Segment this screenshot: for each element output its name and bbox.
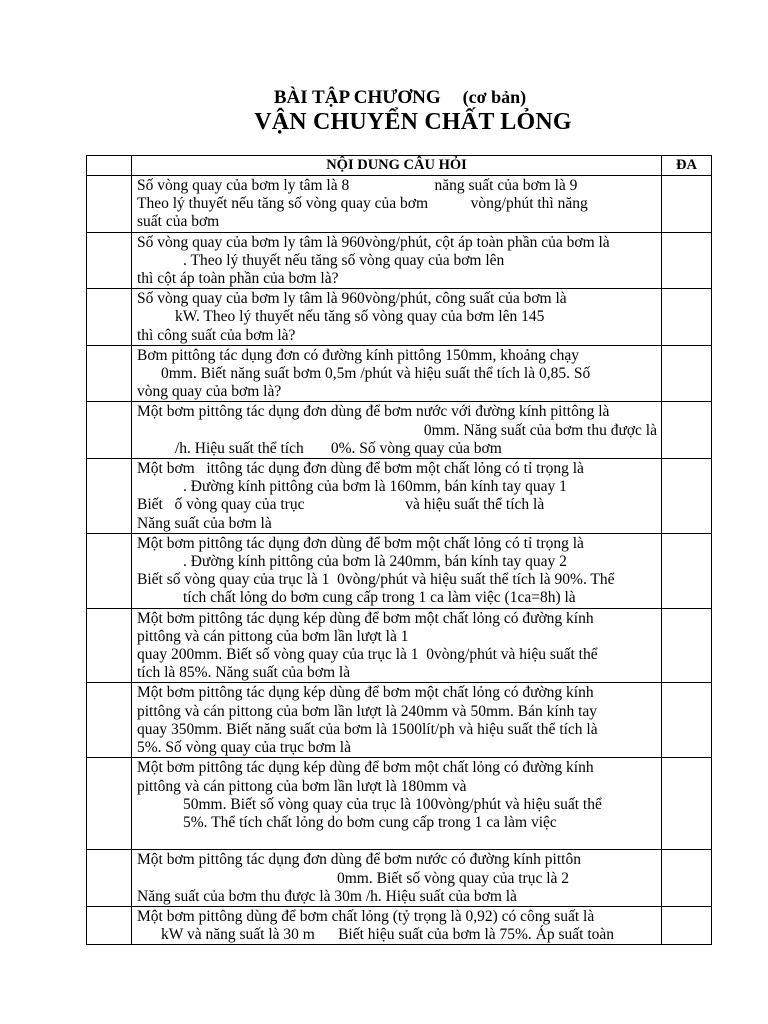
question-line: tích là 85%. Năng suất của bơm là [137,664,351,682]
doc-title-topic: VẬN CHUYỂN CHẤT LỎNG [254,109,572,135]
question-line: Biết ố vòng quay của trục và hiệu suất thể tích là [137,496,545,514]
question-line: Theo lý thuyết nếu tăng số vòng quay của bơm vòng/phút thì năng [137,195,588,213]
question-line: 0mm. Biết số vòng quay của trục là 2 [337,869,570,887]
question-line: Một bơm pittông tác dụng kép dùng để bơm một chất lỏng có đường kính [137,759,594,777]
header-index-cell [87,156,132,176]
question-line: thì công suất của bơm là? [137,326,296,344]
table-row [87,459,712,534]
question-line: . Theo lý thuyết nếu tăng số vòng quay của bơm lên [183,251,505,269]
table-row [87,850,712,907]
answer-cell [662,232,712,289]
question-line: thì cột áp toàn phần của bơm là? [137,270,339,288]
question-line: Số vòng quay của bơm ly tâm là 8 năng suất của bơm là 9 [137,177,578,194]
table-row [87,608,712,683]
question-line: pittông và cán pittong của bơm lần lượt là 1 [137,627,409,645]
index-cell [87,459,132,534]
question-line: Năng suất của bơm là [137,514,272,532]
question-table [86,155,712,945]
question-line: 50mm. Biết số vòng quay của trục là 100vòng/phút và hiệu suất thể [183,795,602,813]
question-line: vòng quay của bơm là? [137,383,282,401]
question-line: kW. Theo lý thuyết nếu tăng số vòng quay của bơm lên 145 [175,308,545,326]
question-line: . Đường kính pittông của bơm là 160mm, bán kính tay quay 1 [183,478,567,496]
question-line: Số vòng quay của bơm ly tâm là 960vòng/phút, cột áp toàn phần của bơm là [137,233,610,251]
question-line: Một bơm pittông tác dụng kép dùng để bơm một chất lỏng có đường kính [137,609,594,627]
index-cell [87,683,132,758]
question-line: Biết số vòng quay của trục là 1 0vòng/phút và hiệu suất thể tích là 90%. Thể [137,571,615,589]
question-line: Một bơm ittông tác dụng đơn dùng để bơm một chất lỏng có tỉ trọng là [137,460,584,478]
question-line: tích chất lỏng do bơm cung cấp trong 1 ca làm việc (1ca=8h) là [183,589,576,607]
answer-cell [662,345,712,402]
index-cell [87,289,132,346]
answer-cell [662,459,712,534]
answer-cell [662,176,712,233]
table-row [87,758,712,850]
question-line: Số vòng quay của bơm ly tâm là 960vòng/phút, công suất của bơm là [137,290,567,308]
question-cell [132,533,662,608]
question-line: /h. Hiệu suất thể tích 0%. Số vòng quay của bơm [175,439,502,457]
index-cell [87,176,132,233]
answer-cell [662,608,712,683]
table-row [87,683,712,758]
table-row [87,232,712,289]
answer-cell [662,758,712,850]
question-line: 0mm. Năng suất của bơm thu được là [423,421,657,439]
question-line: 5%. Số vòng quay của trục bơm là [137,739,351,757]
index-cell [87,345,132,402]
answer-cell [662,402,712,459]
question-cell [132,289,662,346]
doc-title-line1 [0,87,768,109]
question-line: pittông và cán pittong của bơm lần lượt là 240mm và 50mm. Bán kính tay [137,702,598,720]
index-cell [87,402,132,459]
index-cell [87,758,132,850]
question-line: Một bơm pittông tác dụng kép dùng để bơm một chất lỏng có đường kính [137,684,594,702]
doc-title-sub: (cơ bản) [462,87,527,107]
answer-cell [662,683,712,758]
table-row [87,906,712,944]
index-cell [87,533,132,608]
question-cell [132,758,662,850]
header-answer: ĐA [662,156,712,176]
question-cell [132,232,662,289]
question-line: 0mm. Biết năng suất bơm 0,5m /phút và hiệu suất thể tích là 0,85. Số [161,365,591,383]
question-line: suất của bơm [137,213,220,231]
answer-cell [662,533,712,608]
question-cell [132,906,662,944]
question-cell [132,850,662,907]
question-cell [132,345,662,402]
table-row [87,533,712,608]
table-header-row [87,156,712,176]
answer-cell [662,850,712,907]
doc-title-main: BÀI TẬP CHƯƠNG [273,87,441,108]
question-line: 5%. Thể tích chất lỏng do bơm cung cấp trong 1 ca làm việc [183,813,557,831]
question-line: Năng suất của bơm thu được là 30m /h. Hiệu suất của bơm là [137,887,517,905]
index-cell [87,850,132,907]
table-row [87,176,712,233]
question-cell [132,402,662,459]
question-line: quay 200mm. Biết số vòng quay của trục là 1 0vòng/phút và hiệu suất thể [137,646,598,664]
table-row [87,289,712,346]
question-line: Bơm pittông tác dụng đơn có đường kính pittông 150mm, khoảng chạy [137,346,579,364]
question-line: pittông và cán pittong của bơm lần lượt là 180mm và [137,777,467,795]
question-line: Một bơm pittông tác dụng đơn dùng để bơm nước với đường kính pittông là [137,403,610,421]
question-line: Một bơm pittông tác dụng đơn dùng để bơm một chất lỏng có tỉ trọng là [137,534,584,552]
question-cell [132,176,662,233]
index-cell [87,608,132,683]
question-line: . Đường kính pittông của bơm là 240mm, bán kính tay quay 2 [183,553,567,571]
question-cell [132,459,662,534]
answer-cell [662,906,712,944]
table-row [87,345,712,402]
answer-cell [662,289,712,346]
question-cell [132,683,662,758]
header-question: NỘI DUNG CÂU HỎI [132,156,662,176]
question-cell [132,608,662,683]
question-line: kW và năng suất là 30 m Biết hiệu suất của bơm là 75%. Áp suất toàn [161,926,615,944]
question-line: Một bơm pittông tác dụng đơn dùng để bơm nước có đường kính pittôn [137,851,581,869]
question-line: quay 350mm. Biết năng suất của bơm là 1500lít/ph và hiệu suất thể tích là [137,720,598,738]
table-row [87,402,712,459]
question-line: Một bơm pittông dùng để bơm chất lỏng (tỷ trọng là 0,92) có công suất là [137,907,595,925]
index-cell [87,906,132,944]
index-cell [87,232,132,289]
